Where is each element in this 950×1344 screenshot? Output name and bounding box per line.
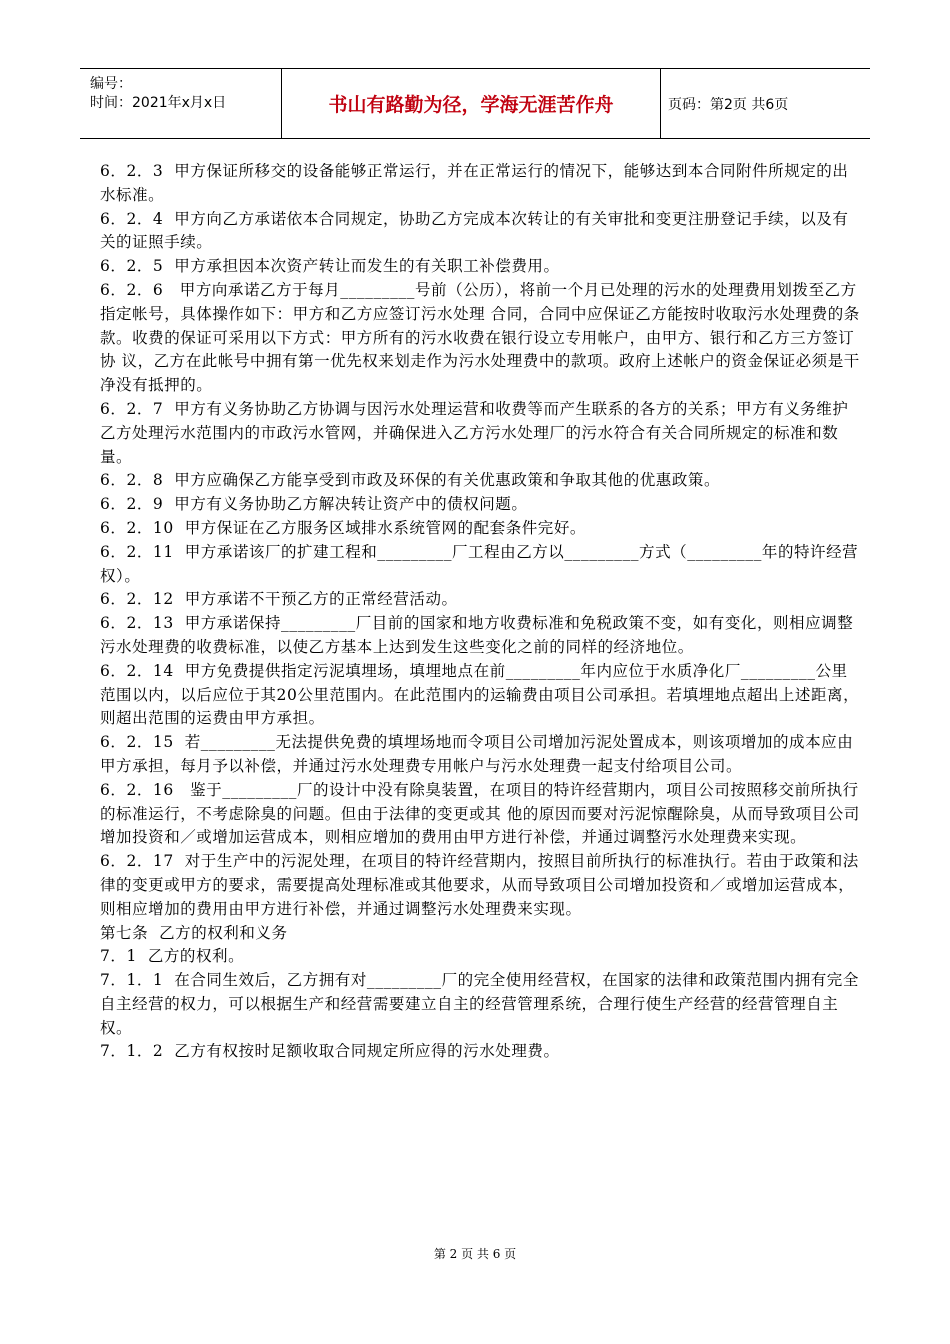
paragraph: 6．2．6 甲方向承诺乙方于每月_________号前（公历），将前一个月已处理的污水的处理费用划拨至乙方指定帐号，具体操作如下：甲方和乙方应签订污水处理 合同，合同中应保证乙方能按时收取污水处理费的条款。收费的保证可采用以下方式：甲方所有的污水收费在银行设立专用帐户，由甲方、银行和乙方三方签订协 议，乙方在此帐号中拥有第一优先权来划走作为污水处理费中的款项。政府上述帐户的资金保证必须是干净没有抵押的。 xyxy=(100,280,860,395)
paragraph: 7．1．2 乙方有权按时足额收取合同规定所应得的污水处理费。 xyxy=(100,1042,560,1061)
paragraph: 6．2．3 甲方保证所移交的设备能够正常运行，并在正常运行的情况下，能够达到本合同附件所规定的出水标准。 xyxy=(100,162,849,204)
paragraph: 6．2．14 甲方免费提供指定污泥填埋场，填埋地点在前_________年内应位于水质净化厂_________公里范围以内，以后应位于其20公里范围内。在此范围内的运输费由项目公司承担。若填埋地点超出上述距离，则超出范围的运费由甲方承担。 xyxy=(100,661,860,728)
paragraph: 6．2．11 甲方承诺该厂的扩建工程和_________厂工程由乙方以_________方式（_________年的特许经营权）。 xyxy=(100,542,859,585)
paragraph: 7．1 乙方的权利。 xyxy=(100,947,245,966)
page-footer: 第 2 页 共 6 页 xyxy=(433,1247,517,1261)
paragraph: 6．2．15 若_________无法提供免费的填埋场地而令项目公司增加污泥处置成本，则该项增加的成本应由甲方承担，每月予以补偿，并通过污水处理费专用帐户与污水处理费一起支付给项目公司。 xyxy=(100,733,854,775)
paragraph: 6．2．4 甲方向乙方承诺依本合同规定，协助乙方完成本次转让的有关审批和变更注册登记手续，以及有关的证照手续。 xyxy=(100,209,849,252)
header-meta xyxy=(90,75,226,113)
section-heading: 第七条 乙方的权利和义务 xyxy=(100,923,288,942)
document-date: 时间：2021年x月x日 xyxy=(90,95,227,111)
document-body xyxy=(100,160,860,1064)
document-number-label: 编号： xyxy=(90,76,132,92)
paragraph: 6．2．10 甲方保证在乙方服务区域排水系统管网的配套条件完好。 xyxy=(100,518,586,537)
paragraph: 6．2．16 鉴于_________厂的设计中没有除臭装置，在项目的特许经营期内，项目公司按照移交前所执行的标准运行，不考虑除臭的问题。但由于法律的变更或其 他的原因而要对污泥惊醒除臭，从而导致项目公司增加投资和／或增加运营成本，则相应增加的费用由甲方进行补偿，并通过调整污水处理费来实现。 xyxy=(100,780,860,847)
paragraph: 7．1．1 在合同生效后，乙方拥有对_________厂的完全使用经营权，在国家的法律和政策范围内拥有完全自主经营的权力，可以根据生产和经营需要建立自主的经营管理系统，合理行使生产经营的经营管理自主权。 xyxy=(100,971,859,1037)
page-header xyxy=(80,68,870,139)
paragraph: 6．2．5 甲方承担因本次资产转让而发生的有关职工补偿费用。 xyxy=(100,257,560,276)
paragraph: 6．2．9 甲方有义务协助乙方解决转让资产中的债权问题。 xyxy=(100,495,528,514)
paragraph: 6．2．13 甲方承诺保持_________厂目前的国家和地方收费标准和免税政策不变，如有变化，则相应调整污水处理费的收费标准，以使乙方基本上达到发生这些变化之前的同样的经济地位。 xyxy=(100,614,854,656)
paragraph: 6．2．17 对于生产中的污泥处理，在项目的特许经营期内，按照目前所执行的标准执行。若由于政策和法律的变更或甲方的要求，需要提高处理标准或其他要求，从而导致项目公司增加投资和／或增加运营成本，则相应增加的费用由甲方进行补偿，并通过调整污水处理费来实现。 xyxy=(100,852,859,918)
paragraph: 6．2．8 甲方应确保乙方能享受到市政及环保的有关优惠政策和争取其他的优惠政策。 xyxy=(100,471,720,490)
paragraph: 6．2．12 甲方承诺不干预乙方的正常经营活动。 xyxy=(100,590,458,609)
header-page-info: 页码：第2页 共6页 xyxy=(668,97,789,113)
header-motto: 书山有路勤为径，学海无涯苦作舟 xyxy=(281,69,661,138)
paragraph: 6．2．7 甲方有义务协助乙方协调与因污水处理运营和收费等而产生联系的各方的关系；甲方有义务维护乙方处理污水范围内的市政污水管网，并确保进入乙方污水处理厂的污水符合有关合同所规定的标准和数量。 xyxy=(100,399,849,466)
